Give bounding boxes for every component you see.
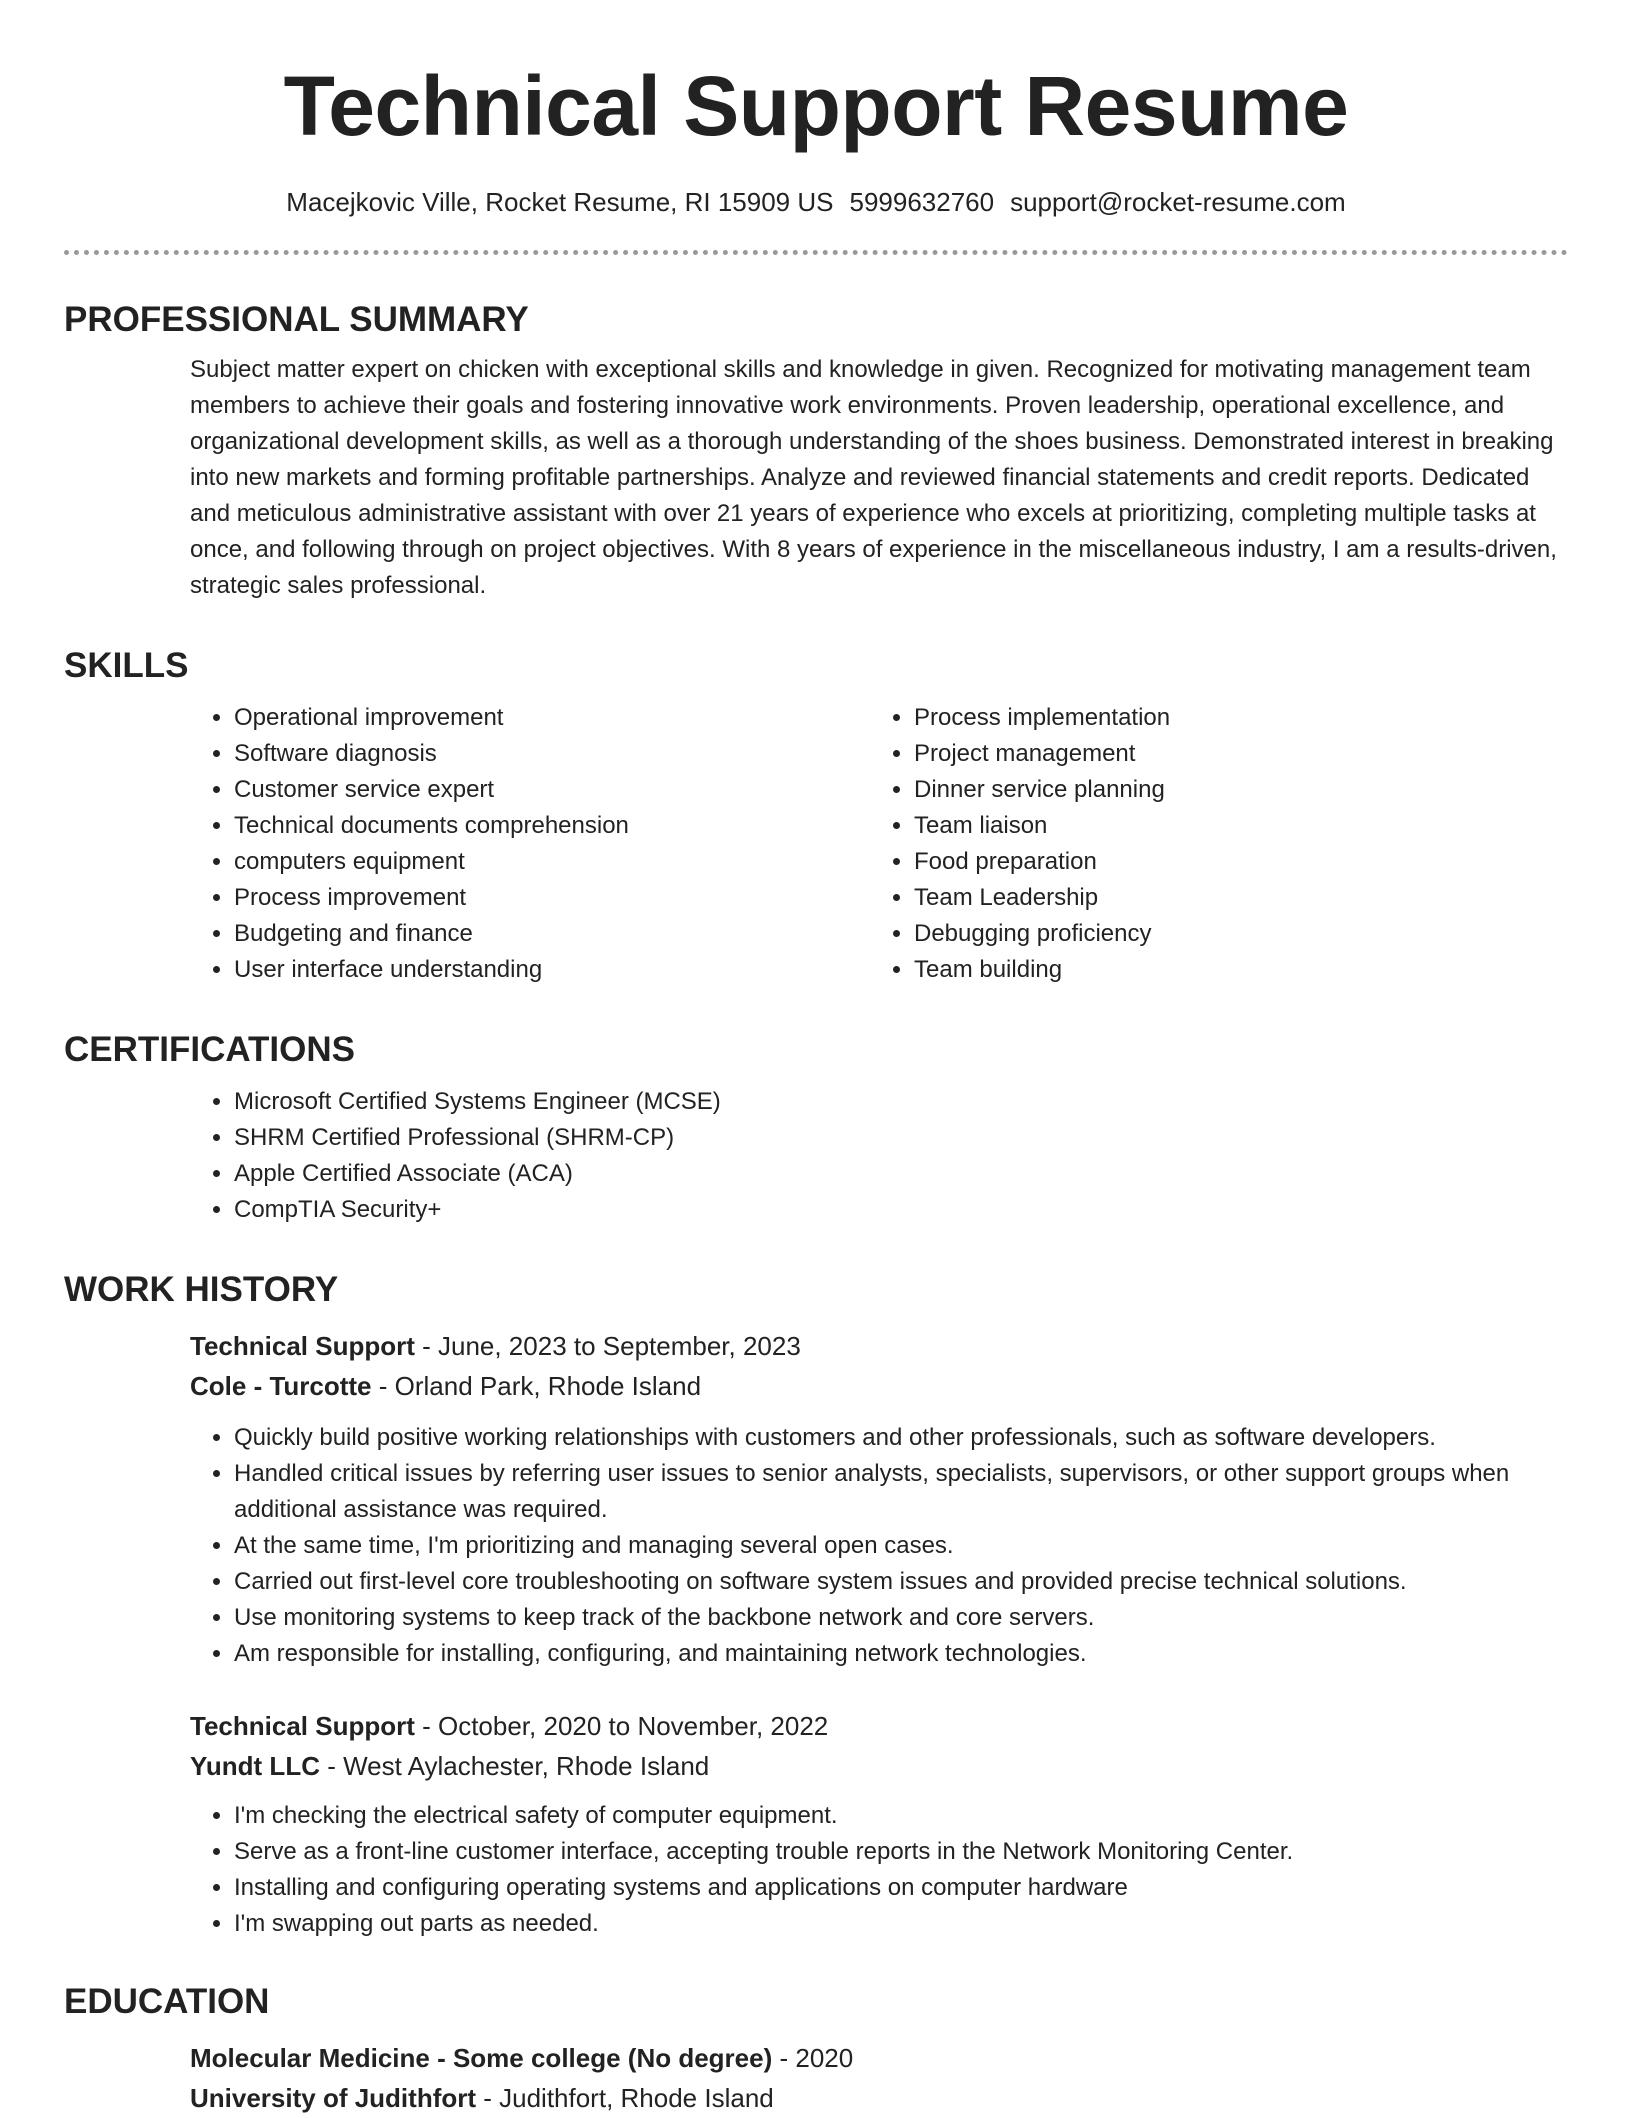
job-location: - Orland Park, Rhode Island bbox=[371, 1371, 702, 1401]
skills-heading: SKILLS bbox=[64, 646, 189, 685]
job-title: Technical Support bbox=[190, 1331, 415, 1361]
list-item: • SHRM Certified Professional (SHRM-CP) bbox=[234, 1120, 1568, 1156]
summary-text: Subject matter expert on chicken with exceptional skills and knowledge in given. Recognized for motivating management team members to achieve their goals and fostering innovative work environments. Proven leadership, operational excellence, and organizational development skills, as well as a thorough understanding of the shoes business. Demonstrated interest in breaking into new markets and forming profitable partnerships. Analyze and reviewed financial statements and credit reports. Dedicated and meticulous administrative assistant with over 21 years of experience who excels at prioritizing, completing multiple tasks at once, and following through on project objectives. With 8 years of experience in the miscellaneous industry, I am a results-driven, strategic sales professional. bbox=[190, 356, 1557, 599]
resume-page bbox=[64, 0, 1568, 2113]
list-item: • At the same time, I'm prioritizing and managing several open cases. bbox=[234, 1528, 1568, 1564]
education-degree: Molecular Medicine - Some college (No degree) bbox=[190, 2043, 773, 2073]
job-duties-list bbox=[190, 1798, 1568, 1942]
list-item: • Software diagnosis bbox=[234, 736, 870, 772]
list-item: • Dinner service planning bbox=[914, 772, 1550, 808]
skills-column-right bbox=[870, 700, 1550, 988]
list-item: • User interface understanding bbox=[234, 952, 870, 988]
job-title-line bbox=[190, 1326, 1568, 1366]
list-item: • Technical documents comprehension bbox=[234, 808, 870, 844]
education-school: University of Judithfort bbox=[190, 2083, 477, 2113]
summary-section bbox=[64, 298, 1568, 604]
education-section bbox=[64, 1980, 1568, 2118]
job-dates: - October, 2020 to November, 2022 bbox=[414, 1711, 829, 1741]
work-heading: WORK HISTORY bbox=[64, 1270, 339, 1309]
work-section bbox=[64, 1268, 1568, 1942]
job-title: Technical Support bbox=[190, 1711, 415, 1741]
job-company-line bbox=[190, 1366, 1568, 1406]
contact-address: Macejkovic Ville, Rocket Resume, RI 15909 US bbox=[286, 187, 834, 217]
list-item: • Am responsible for installing, configuring, and maintaining network technologies. bbox=[234, 1636, 1568, 1672]
list-item: • Carried out first-level core troubleshooting on software system issues and provided precise technical solutions. bbox=[234, 1564, 1568, 1600]
job-entry bbox=[190, 1326, 1568, 1672]
certifications-section bbox=[64, 1028, 1568, 1228]
list-item: • Budgeting and finance bbox=[234, 916, 870, 952]
job-company: Yundt LLC bbox=[190, 1751, 320, 1781]
education-year: - 2020 bbox=[772, 2043, 854, 2073]
summary-heading: PROFESSIONAL SUMMARY bbox=[64, 300, 529, 339]
job-location: - West Aylachester, Rhode Island bbox=[319, 1751, 710, 1781]
list-item: • Team Leadership bbox=[914, 880, 1550, 916]
certifications-heading: CERTIFICATIONS bbox=[64, 1030, 356, 1069]
job-entry bbox=[190, 1706, 1568, 1942]
list-item: • Process improvement bbox=[234, 880, 870, 916]
job-title-line bbox=[190, 1706, 1568, 1746]
contact-email: support@rocket-resume.com bbox=[1010, 187, 1346, 217]
skills-list-left bbox=[190, 700, 870, 988]
job-company-line bbox=[190, 1746, 1568, 1786]
list-item: • Operational improvement bbox=[234, 700, 870, 736]
skills-list-right bbox=[870, 700, 1550, 988]
list-item: • I'm checking the electrical safety of computer equipment. bbox=[234, 1798, 1568, 1834]
list-item: • Team building bbox=[914, 952, 1550, 988]
resume-title: Technical Support Resume bbox=[283, 59, 1349, 153]
list-item: • Process implementation bbox=[914, 700, 1550, 736]
list-item: • I'm swapping out parts as needed. bbox=[234, 1906, 1568, 1942]
job-company: Cole - Turcotte bbox=[190, 1371, 372, 1401]
certifications-block bbox=[190, 1084, 1568, 1228]
list-item: • Project management bbox=[914, 736, 1550, 772]
list-item: • Customer service expert bbox=[234, 772, 870, 808]
list-item: • CompTIA Security+ bbox=[234, 1192, 1568, 1228]
skills-grid bbox=[190, 700, 1568, 988]
certifications-list bbox=[190, 1084, 1568, 1228]
list-item: • Team liaison bbox=[914, 808, 1550, 844]
header-divider bbox=[64, 250, 1568, 255]
skills-column-left bbox=[190, 700, 870, 988]
list-item: • Handled critical issues by referring user issues to senior analysts, specialists, supervisors, or other support groups when additional assistance was required. bbox=[234, 1456, 1568, 1528]
education-degree-line bbox=[190, 2038, 1568, 2078]
list-item: • Food preparation bbox=[914, 844, 1550, 880]
list-item: • Debugging proficiency bbox=[914, 916, 1550, 952]
list-item: • Serve as a front-line customer interface, accepting trouble reports in the Network Monitoring Center. bbox=[234, 1834, 1568, 1870]
job-duties-list bbox=[190, 1420, 1568, 1672]
skills-section bbox=[64, 644, 1568, 988]
education-entry bbox=[190, 2038, 1568, 2118]
education-school-line bbox=[190, 2078, 1568, 2118]
list-item: • computers equipment bbox=[234, 844, 870, 880]
education-heading: EDUCATION bbox=[64, 1982, 270, 2021]
job-dates: - June, 2023 to September, 2023 bbox=[414, 1331, 801, 1361]
list-item: • Apple Certified Associate (ACA) bbox=[234, 1156, 1568, 1192]
list-item: • Installing and configuring operating systems and applications on computer hardware bbox=[234, 1870, 1568, 1906]
list-item: • Quickly build positive working relationships with customers and other professionals, such as software developers. bbox=[234, 1420, 1568, 1456]
list-item: • Use monitoring systems to keep track of the backbone network and core servers. bbox=[234, 1600, 1568, 1636]
list-item: • Microsoft Certified Systems Engineer (MCSE) bbox=[234, 1084, 1568, 1120]
contact-phone: 5999632760 bbox=[849, 187, 995, 217]
education-location: - Judithfort, Rhode Island bbox=[476, 2083, 774, 2113]
contact-line bbox=[64, 184, 1568, 220]
